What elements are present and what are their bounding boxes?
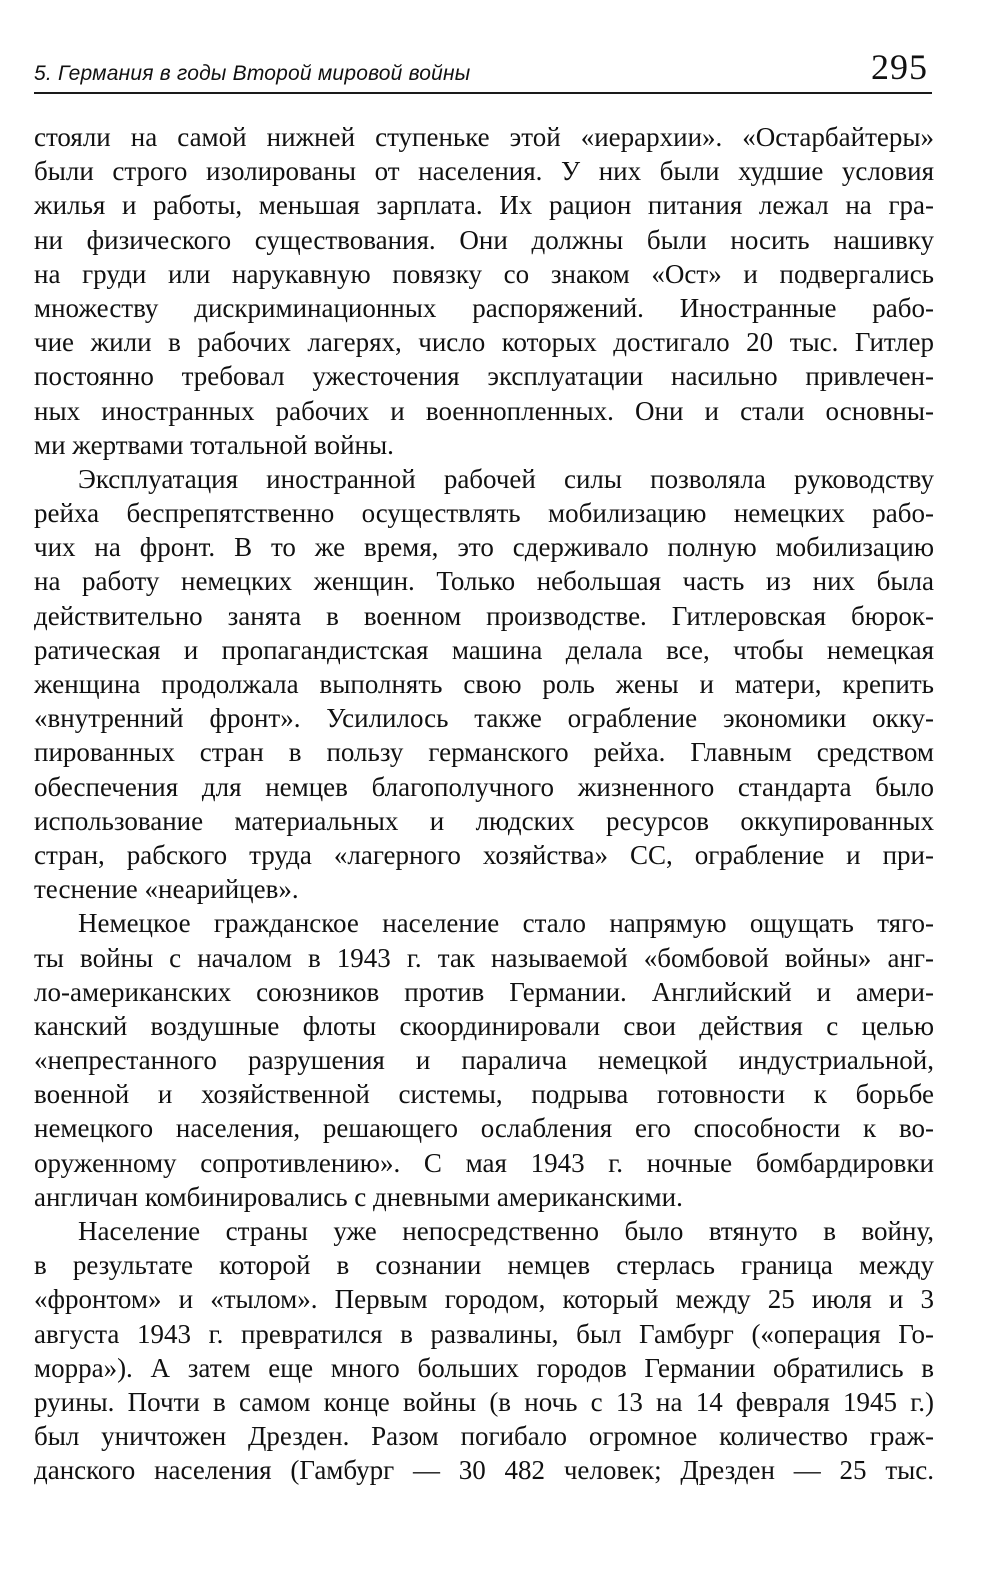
text-line: Эксплуатация иностранной рабочей силы позволяла руководству <box>78 463 934 494</box>
text-line: действительно занята в военном производстве. Гитлеровская бюрок- <box>34 600 934 631</box>
text-line: были строго изолированы от населения. У них были худшие условия <box>34 156 934 187</box>
text-line: на работу немецких женщин. Только небольшая часть из них была <box>34 566 934 597</box>
text-line: немецкого населения, решающего ослабления его способности к во- <box>34 1113 934 1144</box>
text-line: постоянно требовал ужесточения эксплуатации насильно привлечен- <box>34 361 934 392</box>
text-line: Население страны уже непосредственно было втянуто в войну, <box>78 1216 934 1246</box>
text-line: использование материальных и людских ресурсов оккупированных <box>34 805 934 836</box>
text-line: ратическая и пропагандистская машина делала все, чтобы немецкая <box>34 634 934 665</box>
text-line: стояли на самой нижней ступеньке этой «иерархии». «Остарбайтеры» <box>34 122 934 152</box>
text-line: «внутренний фронт». Усилилось также ограбление экономики окку- <box>34 703 934 734</box>
text-line: в результате которой в сознании немцев стерлась граница между <box>34 1250 934 1281</box>
text-line: на груди или нарукавную повязку со знаком «Ост» и подвергались <box>34 258 934 289</box>
text-line: женщина продолжала выполнять свою роль жены и матери, крепить <box>34 669 934 699</box>
text-line: теснение «неарийцев». <box>34 874 299 905</box>
text-line: чие жили в рабочих лагерях, число которых достигало 20 тыс. Гитлер <box>34 327 934 358</box>
text-line: рейха беспрепятственно осуществлять мобилизацию немецких рабо- <box>34 498 934 529</box>
body-text <box>34 120 934 1488</box>
text-line: ных иностранных рабочих и военнопленных. Они и стали основны- <box>34 395 934 426</box>
text-line: ты войны с началом в 1943 г. так называемой «бомбовой войны» анг- <box>34 942 934 973</box>
text-line: пированных стран в пользу германского рейха. Главным средством <box>34 737 934 768</box>
text-line: обеспечения для немцев благополучного жизненного стандарта было <box>34 771 934 802</box>
text-line: стран, рабского труда «лагерного хозяйства» СС, ограбление и при- <box>34 839 934 870</box>
running-title: 5. Германия в годы Второй мировой войны <box>34 62 471 85</box>
text-line: чих на фронт. В то же время, это сдерживало полную мобилизацию <box>34 532 934 563</box>
text-line: англичан комбинировались с дневными американскими. <box>34 1181 683 1212</box>
text-line: жилья и работы, меньшая зарплата. Их рацион питания лежал на гра- <box>34 190 934 221</box>
text-line: был уничтожен Дрезден. Разом погибало огромное количество граж- <box>34 1421 934 1452</box>
text-line: канский воздушные флоты скоординировали свои действия с целью <box>34 1010 934 1041</box>
page-number: 295 <box>871 47 928 87</box>
text-line: «фронтом» и «тылом». Первым городом, который между 25 июля и 3 <box>34 1284 934 1315</box>
text-line: руины. Почти в самом конце войны (в ночь с 13 на 14 февраля 1945 г.) <box>34 1386 934 1417</box>
text-line: военной и хозяйственной системы, подрыва готовности к борьбе <box>34 1079 934 1110</box>
text-line: оруженному сопротивлению». С мая 1943 г. ночные бомбардировки <box>34 1147 934 1178</box>
text-line: данского населения (Гамбург — 30 482 человек; Дрезден — 25 тыс. <box>34 1455 934 1486</box>
text-line: ми жертвами тотальной войны. <box>34 429 394 460</box>
running-header <box>34 48 932 94</box>
text-line: множеству дискриминационных распоряжений. Иностранные рабо- <box>34 292 934 323</box>
text-line: ни физического существования. Они должны были носить нашивку <box>34 224 934 255</box>
text-line: «непрестанного разрушения и паралича немецкой индустриальной, <box>34 1045 934 1076</box>
text-line: августа 1943 г. превратился в развалины, был Гамбург («операция Го- <box>34 1318 934 1349</box>
text-line: морра»). А затем еще много больших городов Германии обратились в <box>34 1352 934 1383</box>
text-line: Немецкое гражданское население стало напрямую ощущать тяго- <box>78 908 934 939</box>
text-line: ло-американских союзников против Германии. Английский и амери- <box>34 976 934 1007</box>
